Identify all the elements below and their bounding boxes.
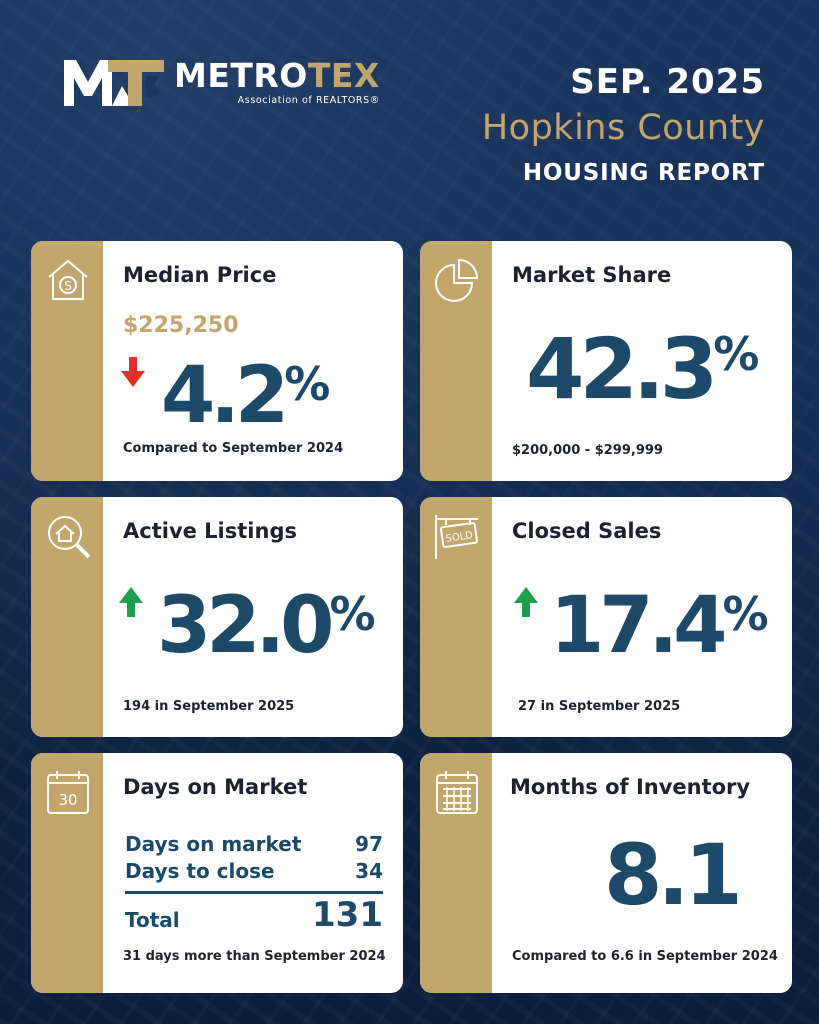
dom-row bbox=[125, 858, 383, 885]
months-of-inventory-value: 8.1 bbox=[604, 826, 738, 924]
dom-total-value: 131 bbox=[312, 895, 383, 935]
card-note: Compared to September 2024 bbox=[123, 441, 344, 456]
svg-text:S: S bbox=[64, 279, 72, 293]
dom-divider bbox=[125, 891, 383, 894]
card-title: Active Listings bbox=[123, 519, 297, 543]
dom-row bbox=[125, 831, 383, 858]
card-note: 194 in September 2025 bbox=[123, 699, 295, 714]
card-note: 27 in September 2025 bbox=[518, 699, 681, 714]
active-listings-card bbox=[31, 497, 403, 737]
report-type: HOUSING REPORT bbox=[522, 160, 765, 186]
market-share-card bbox=[420, 241, 792, 481]
dom-total-label: Total bbox=[125, 908, 180, 932]
down-arrow-icon bbox=[121, 357, 145, 389]
pie-chart-icon bbox=[432, 255, 482, 305]
median-price-change: 4.2% bbox=[161, 351, 331, 441]
up-arrow-icon bbox=[514, 587, 538, 619]
card-note: 31 days more than September 2024 bbox=[123, 949, 386, 964]
dom-total-row bbox=[125, 895, 383, 935]
median-price-card bbox=[31, 241, 403, 481]
card-note: Compared to 6.6 in September 2024 bbox=[512, 949, 778, 964]
sold-sign-icon bbox=[432, 511, 482, 561]
report-header bbox=[0, 0, 819, 230]
closed-sales-card bbox=[420, 497, 792, 737]
card-title: Median Price bbox=[123, 263, 277, 287]
org-name: METROTEX bbox=[174, 55, 380, 95]
org-subtitle: Association of REALTORS® bbox=[237, 94, 380, 106]
active-listings-change: 32.0% bbox=[157, 581, 376, 671]
house-dollar-icon bbox=[43, 255, 93, 305]
days-on-market-table bbox=[125, 831, 383, 935]
closed-sales-change: 17.4% bbox=[550, 581, 769, 671]
report-date: SEP. 2025 bbox=[570, 62, 765, 102]
card-title: Closed Sales bbox=[512, 519, 662, 543]
card-title: Days on Market bbox=[123, 775, 308, 799]
up-arrow-icon bbox=[119, 587, 143, 619]
market-share-value: 42.3% bbox=[526, 320, 760, 418]
metrotex-logo-mark bbox=[62, 56, 166, 108]
dom-row-value: 97 bbox=[355, 832, 383, 856]
median-price-amount: $225,250 bbox=[123, 313, 239, 338]
logo-text bbox=[174, 55, 380, 106]
calendar-30-icon bbox=[43, 767, 93, 817]
dom-row-value: 34 bbox=[355, 859, 383, 883]
dom-row-label: Days on market bbox=[125, 832, 302, 856]
svg-text:SOLD: SOLD bbox=[444, 530, 474, 545]
days-on-market-card bbox=[31, 753, 403, 993]
card-note: $200,000 - $299,999 bbox=[512, 443, 663, 458]
report-county: Hopkins County bbox=[481, 108, 765, 148]
calendar-grid-icon bbox=[432, 767, 482, 817]
card-title: Months of Inventory bbox=[510, 775, 751, 799]
card-title: Market Share bbox=[512, 263, 672, 287]
svg-text:30: 30 bbox=[58, 791, 78, 809]
months-of-inventory-card bbox=[420, 753, 792, 993]
house-search-icon bbox=[43, 511, 93, 561]
metrotex-logo bbox=[62, 56, 380, 108]
dom-row-label: Days to close bbox=[125, 859, 275, 883]
